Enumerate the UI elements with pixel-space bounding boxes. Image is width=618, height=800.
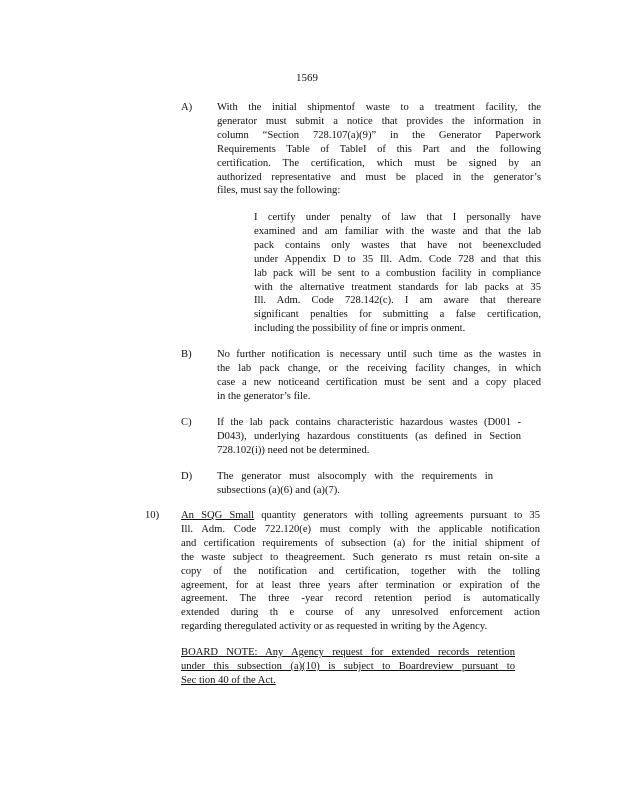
item-b-label: B) xyxy=(181,349,192,360)
item-b-text xyxy=(217,348,541,404)
certification-line: significant penalties for submitting a false certification, xyxy=(254,309,541,321)
page-number: 1569 xyxy=(296,72,318,84)
certification-line: with the alternative treatment standards for lab packs at 35 xyxy=(254,281,541,293)
item-10-line: and certification requirements of subsection (a) for the initial shipment of xyxy=(181,537,540,549)
item-b-line: in the generator’s file. xyxy=(217,390,311,402)
item-a-text xyxy=(217,101,541,198)
certification-line: including the possibility of fine or impris onment. xyxy=(254,323,466,335)
item-10-line: agreement, for at least three years after termination or expiration of the xyxy=(181,579,540,591)
item-a-line: generator must submit a notice that provides the information in xyxy=(217,115,541,127)
certification-line: under Appendix D to 35 Ill. Adm. Code 728 and that this xyxy=(254,253,541,265)
item-a-line: certification. The certification, which must be signed by an xyxy=(217,157,541,169)
board-note-line: Sec tion 40 of the Act. xyxy=(181,674,276,686)
item-a-label: A) xyxy=(181,102,193,113)
board-note-line: BOARD NOTE: Any Agency request for extended records retention xyxy=(181,647,515,658)
board-note xyxy=(181,646,515,688)
item-10-line: copy of the notification and certification, together with the tolling xyxy=(181,565,540,577)
item-c-text xyxy=(217,416,521,458)
item-10-label: 10) xyxy=(145,510,160,521)
item-a-line: Requirements Table of TableI of this Part and the following xyxy=(217,143,541,155)
item-a-line: authorized representative and must be placed in the generator’s xyxy=(217,171,541,183)
item-10-line: extended during th e course of any unresolved enforcement action xyxy=(181,607,540,619)
item-d-line: The generator must alsocomply with the requirements in xyxy=(217,471,493,482)
item-c-line: If the lab pack contains characteristic hazardous wastes (D001 - xyxy=(217,417,521,428)
item-10-line xyxy=(181,509,540,523)
certification-line: lab pack will be sent to a combustion facility in compliance xyxy=(254,267,541,279)
item-a-line: column “Section 728.107(a)(9)” in the Generator Paperwork xyxy=(217,129,541,141)
item-10-line: regarding theregulated activity or as requested in writing by the Agency. xyxy=(181,621,488,633)
item-b-line: case a new noticeand certification must be sent and a copy placed xyxy=(217,376,541,388)
item-10-line: the waste subject to theagreement. Such generato rs must retain on-site a xyxy=(181,551,540,563)
certification-line: pack contains only wastes that have not beenexcluded xyxy=(254,239,541,251)
item-d-label: D) xyxy=(181,471,193,482)
item-b-line: the lab pack change, or the receiving facility changes, in which xyxy=(217,362,541,374)
certification-statement xyxy=(254,211,541,336)
item-d-line: subsections (a)(6) and (a)(7). xyxy=(217,484,340,496)
item-a-line: With the initial shipmentof waste to a treatment facility, the xyxy=(217,102,541,113)
item-10-line: agreement. The three -year record retention period is automatically xyxy=(181,593,540,605)
item-d-text xyxy=(217,470,493,498)
item-c-label: C) xyxy=(181,417,192,428)
item-10-line: Ill. Adm. Code 722.120(e) must comply with the applicable notification xyxy=(181,523,540,535)
certification-line: Ill. Adm. Code 728.142(c). I am aware that thereare xyxy=(254,295,541,307)
item-c-line: D043), underlying hazardous constituents (as defined in Section xyxy=(217,430,521,442)
amended-text: An SQG Small xyxy=(181,510,255,521)
item-b-line: No further notification is necessary until such time as the wastes in xyxy=(217,349,541,360)
certification-line: examined and am familiar with the waste and that the lab xyxy=(254,225,541,237)
item-10-first-line-rest: quantity generators with tolling agreements pursuant to 35 xyxy=(254,510,540,521)
item-10-text xyxy=(181,509,540,634)
item-c-line: 728.102(i)) need not be determined. xyxy=(217,444,370,456)
item-a-line: files, must say the following: xyxy=(217,185,341,197)
certification-line: I certify under penalty of law that I personally have xyxy=(254,212,541,223)
board-note-line: under this subsection (a)(10) is subject to Boardreview pursuant to xyxy=(181,660,515,672)
